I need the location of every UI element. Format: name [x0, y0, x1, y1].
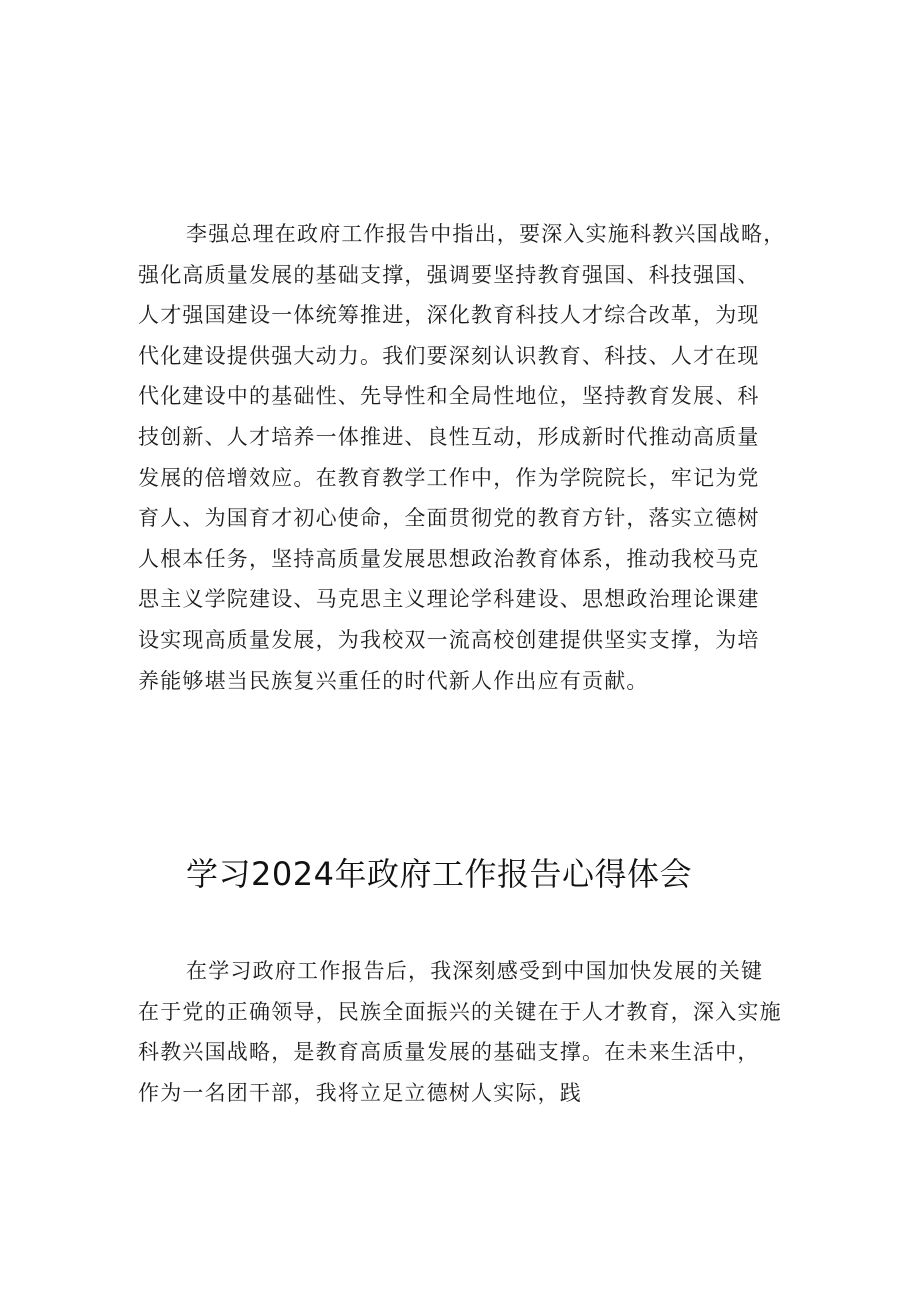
paragraph-line: 人才强国建设一体统筹推进，深化教育科技人才综合改革，为现 — [138, 303, 760, 328]
paragraph-line: 设实现高质量发展，为我校双一流高校创建提供坚实支撑，为培 — [138, 627, 760, 652]
paragraph-line: 在学习政府工作报告后，我深刻感受到中国加快发展的关键 — [186, 959, 764, 983]
paragraph-line: 人根本任务，坚持高质量发展思想政治教育体系，推动我校马克 — [138, 546, 760, 571]
paragraph-line: 思主义学院建设、马克思主义理论学科建设、思想政治理论课建 — [138, 587, 760, 612]
paragraph-line: 代化建设中的基础性、先导性和全局性地位，坚持教育发展、科 — [138, 384, 760, 409]
paragraph-line: 养能够堪当民族复兴重任的时代新人作出应有贡献。 — [138, 668, 649, 693]
body-paragraph-2 — [138, 951, 818, 1113]
paragraph-line: 李强总理在政府工作报告中指出，要深入实施科教兴国战略， — [186, 222, 786, 246]
section-heading: 学习2024年政府工作报告心得体会 — [186, 855, 692, 893]
paragraph-line: 发展的倍增效应。在教育教学工作中，作为学院院长，牢记为党 — [138, 465, 760, 490]
paragraph-line: 作为一名团干部，我将立足立德树人实际，践 — [138, 1080, 582, 1105]
body-paragraph-1 — [138, 214, 818, 701]
paragraph-line: 科教兴国战略，是教育高质量发展的基础支撑。在未来生活中， — [138, 1040, 760, 1065]
paragraph-line: 技创新、人才培养一体推进、良性互动，形成新时代推动高质量 — [138, 424, 760, 449]
paragraph-line: 强化高质量发展的基础支撑，强调要坚持教育强国、科技强国、 — [138, 262, 760, 287]
paragraph-line: 育人、为国育才初心使命，全面贯彻党的教育方针，落实立德树 — [138, 506, 760, 531]
paragraph-line: 在于党的正确领导，民族全面振兴的关键在于人才教育，深入实施 — [138, 999, 782, 1024]
paragraph-line: 代化建设提供强大动力。我们要深刻认识教育、科技、人才在现 — [138, 343, 760, 368]
